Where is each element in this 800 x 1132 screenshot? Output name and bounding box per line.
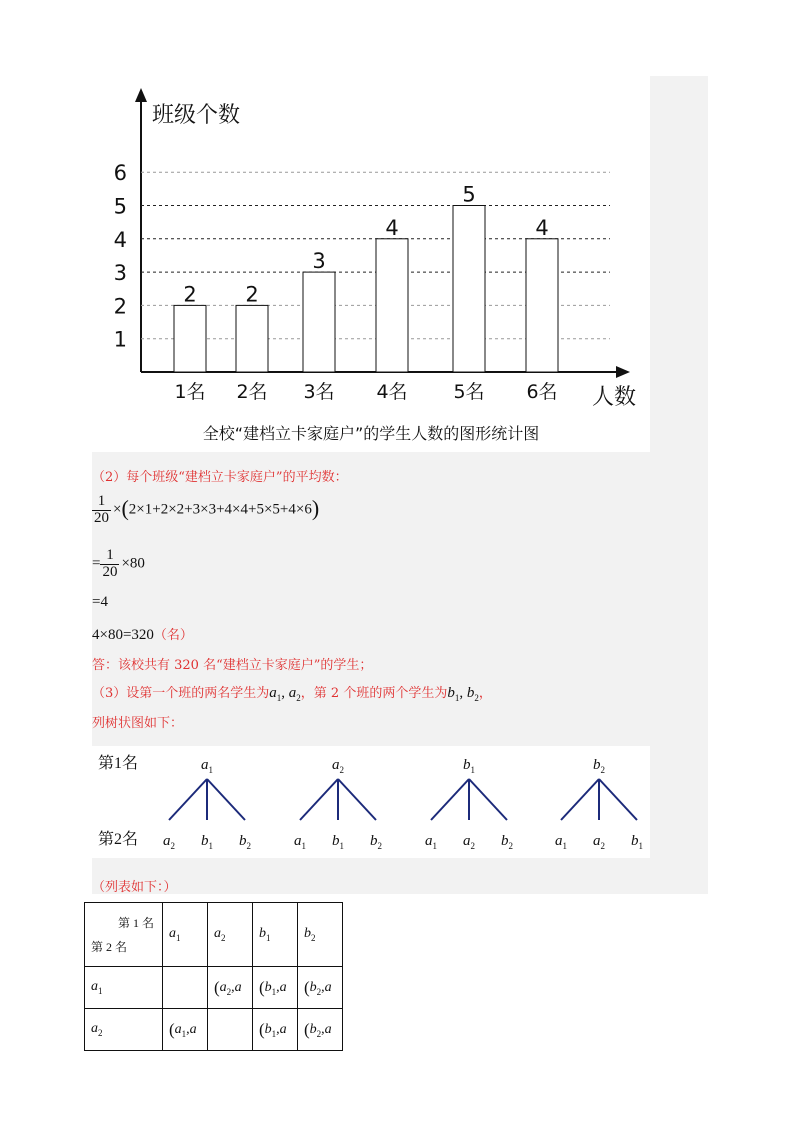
table-cell: ($b_2,a$ [298,967,343,1009]
bar-value-label: 4 [535,215,549,240]
x-axis-label: 人数 [592,385,637,410]
x-category-label: 1名 [174,381,206,403]
col-head: $b_1$ [253,903,298,967]
tree-leaf-node: $a_2$ [593,833,605,851]
bar-value-label: 2 [183,282,197,307]
bar [174,305,206,372]
tree-leaf-node: $b_2$ [501,833,513,851]
table-cell: ($b_1,a$ [253,1009,298,1051]
tree-leaf-node: $b_1$ [631,833,643,851]
tree-leaf-node: $b_2$ [370,833,382,851]
table-header-row [85,903,343,967]
tree-leaf-node: $b_1$ [332,833,344,851]
y-axis-arrow [135,88,147,102]
y-tick-label: 1 [113,327,127,352]
row-head: $a_2$ [85,1009,163,1051]
bar-value-label: 4 [385,215,399,240]
x-category-label: 6名 [526,381,558,403]
tree-branch [300,779,338,820]
table-cell: ($a_2,a$ [208,967,253,1009]
x-category-label: 2名 [236,381,268,403]
tree-leaf-node: $a_2$ [463,833,475,851]
bar-value-label: 2 [245,282,259,307]
table-row [85,967,343,1009]
tree-branch [338,779,376,820]
tree-branch [431,779,469,820]
answer-text: 答：该校共有 320 名“建档立卡家庭户”的学生； [92,658,373,673]
bar [453,206,485,373]
table-cell: ($b_2,a$ [298,1009,343,1051]
tree-intro: 列树状图如下： [92,716,184,731]
tree-leaf-node: $a_1$ [425,833,437,851]
part2-heading: （2）每个班级“建档立卡家庭户”的平均数： [92,470,348,485]
tree-leaf-node: $a_2$ [163,833,175,851]
y-tick-label: 5 [113,194,127,219]
table-cell: ($a_1,a$ [163,1009,208,1051]
average-result: =4 [92,594,108,610]
table-intro: （列表如下：） [92,880,177,895]
table-cell-empty [208,1009,253,1051]
x-category-label: 3名 [303,381,335,403]
col-head: $a_1$ [163,903,208,967]
total-calculation: 4×80=320（名） [92,627,193,643]
bar [376,239,408,372]
tree-leaf-node: $a_1$ [294,833,306,851]
bar [303,272,335,372]
y-axis-label: 班级个数 [152,103,241,128]
fraction-1-20: $\frac{1}{20}$ [94,493,109,526]
tree-branch [469,779,507,820]
table-corner-cell: 第 1 名 第 2 名 [85,903,163,967]
tree-row2-label: 第2名 [98,831,139,848]
tree-row1-label: 第1名 [98,755,139,772]
x-category-label: 5名 [453,381,485,403]
table-row [85,1009,343,1051]
chart-caption: 全校“建档立卡家庭户”的学生人数的图形统计图 [202,424,540,443]
y-tick-label: 3 [113,261,127,286]
average-step2: = $\frac{1}{20}$ ×80 [92,547,145,580]
row-head: $a_1$ [85,967,163,1009]
sum-expression: 2×1+2×2+3×3+4×4+5×5+4×6 [128,501,312,518]
bar [526,239,558,372]
outcome-table [84,902,343,1051]
col-head: $b_2$ [298,903,343,967]
table-cell-empty [163,967,208,1009]
x-axis-arrow [616,366,630,378]
tree-leaf-node: $b_2$ [239,833,251,851]
average-expression: $\frac{1}{20}$ ×(2×1+2×2+3×3+4×4+5×5+4×6) [94,493,320,526]
bar-chart [92,76,650,452]
bar-value-label: 3 [312,249,326,274]
tree-leaf-node: $b_1$ [201,833,213,851]
tree-branch [169,779,207,820]
bar [236,305,268,372]
col-head: $a_2$ [208,903,253,967]
chart-panel [92,76,650,452]
tree-diagram-panel [92,746,650,858]
part3-text: （3）设第一个班的两名学生为$a_1$, $a_2$，第 2 个班的两个学生为$b_1$, $b_2$， [92,685,492,703]
tree-branch [561,779,599,820]
y-tick-label: 4 [113,227,127,252]
bar-value-label: 5 [462,182,476,207]
tree-top-node: $a_1$ [201,757,213,775]
tree-diagram [92,746,650,858]
tree-branch [207,779,245,820]
x-category-label: 4名 [376,381,408,403]
y-tick-label: 2 [113,294,127,319]
table-cell: ($b_1,a$ [253,967,298,1009]
tree-top-node: $a_2$ [332,757,344,775]
tree-branch [599,779,637,820]
tree-top-node: $b_1$ [463,757,475,775]
y-tick-label: 6 [113,161,127,186]
tree-top-node: $b_2$ [593,757,605,775]
tree-leaf-node: $a_1$ [555,833,567,851]
